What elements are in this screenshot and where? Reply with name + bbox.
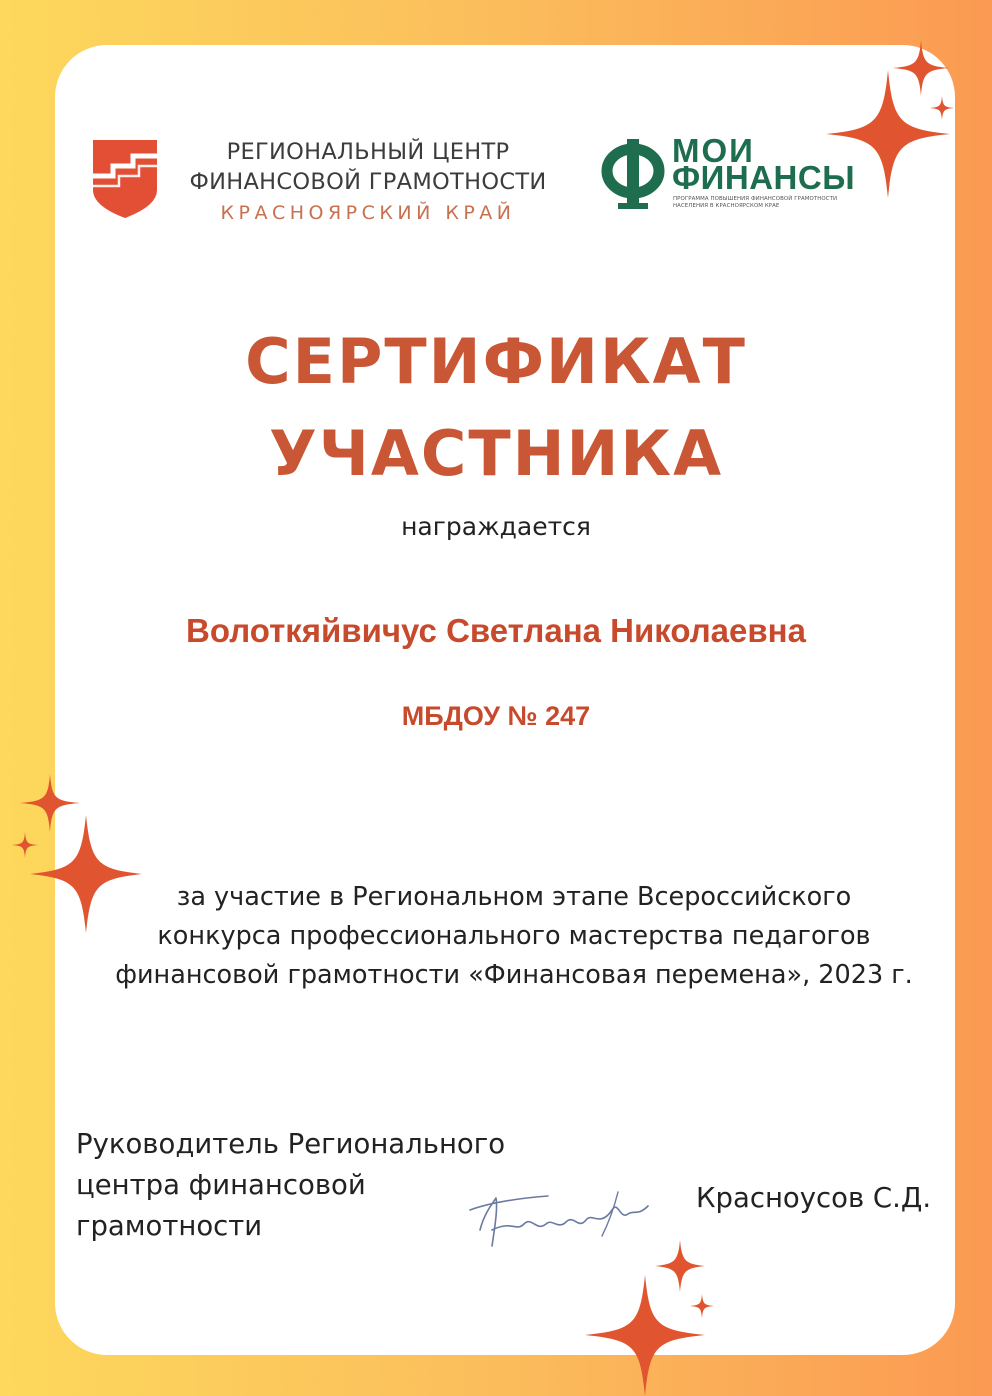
signatory-name: Красноусов С.Д. bbox=[696, 1182, 932, 1214]
logo-line: ФИНАНСОВОЙ ГРАМОТНОСТИ bbox=[189, 169, 547, 195]
recipient-name: Волоткяйвичус Светлана Николаевна bbox=[186, 612, 806, 649]
signatory-title-line: грамотности bbox=[76, 1210, 263, 1242]
moi-finansy-word1: МОИ bbox=[672, 132, 755, 169]
award-description bbox=[0, 878, 992, 995]
description-line: финансовой грамотности «Финансовая перемена», 2023 г. bbox=[115, 960, 913, 990]
handwritten-signature bbox=[462, 1180, 662, 1260]
logo-line: РЕГИОНАЛЬНЫЙ ЦЕНТР bbox=[226, 139, 510, 165]
signatory-title-line: центра финансовой bbox=[76, 1169, 366, 1201]
logo-region: КРАСНОЯРСКИЙ КРАЙ bbox=[220, 202, 516, 224]
moi-finansy-word2: ФИНАНСЫ bbox=[672, 159, 856, 196]
signatory-title-line: Руководитель Регионального bbox=[76, 1128, 506, 1160]
sparkle-icon bbox=[930, 96, 954, 120]
regional-center-logo-text bbox=[168, 137, 568, 226]
awarded-label: награждается bbox=[401, 512, 591, 541]
sparkle-icon bbox=[30, 815, 142, 933]
certificate-title: СЕРТИФИКАТ bbox=[245, 325, 747, 398]
moi-finansy-logo-icon bbox=[600, 137, 666, 215]
signatory-title bbox=[76, 1124, 505, 1247]
regional-center-logo-icon bbox=[93, 140, 157, 218]
organization-name: МБДОУ № 247 bbox=[401, 701, 591, 731]
sparkle-icon bbox=[585, 1275, 705, 1396]
moi-finansy-tagline: ПРОГРАММА ПОВЫШЕНИЯ ФИНАНСОВОЙ ГРАМОТНОСТИ НАСЕЛЕНИЯ В КРАСНОЯРСКОМ КРАЕ bbox=[673, 196, 838, 209]
sparkle-icon bbox=[893, 40, 949, 96]
certificate-subtitle: УЧАСТНИКА bbox=[268, 417, 724, 490]
description-line: за участие в Региональном этапе Всероссийского bbox=[176, 882, 852, 912]
description-line: конкурса профессионального мастерства педагогов bbox=[157, 921, 871, 951]
